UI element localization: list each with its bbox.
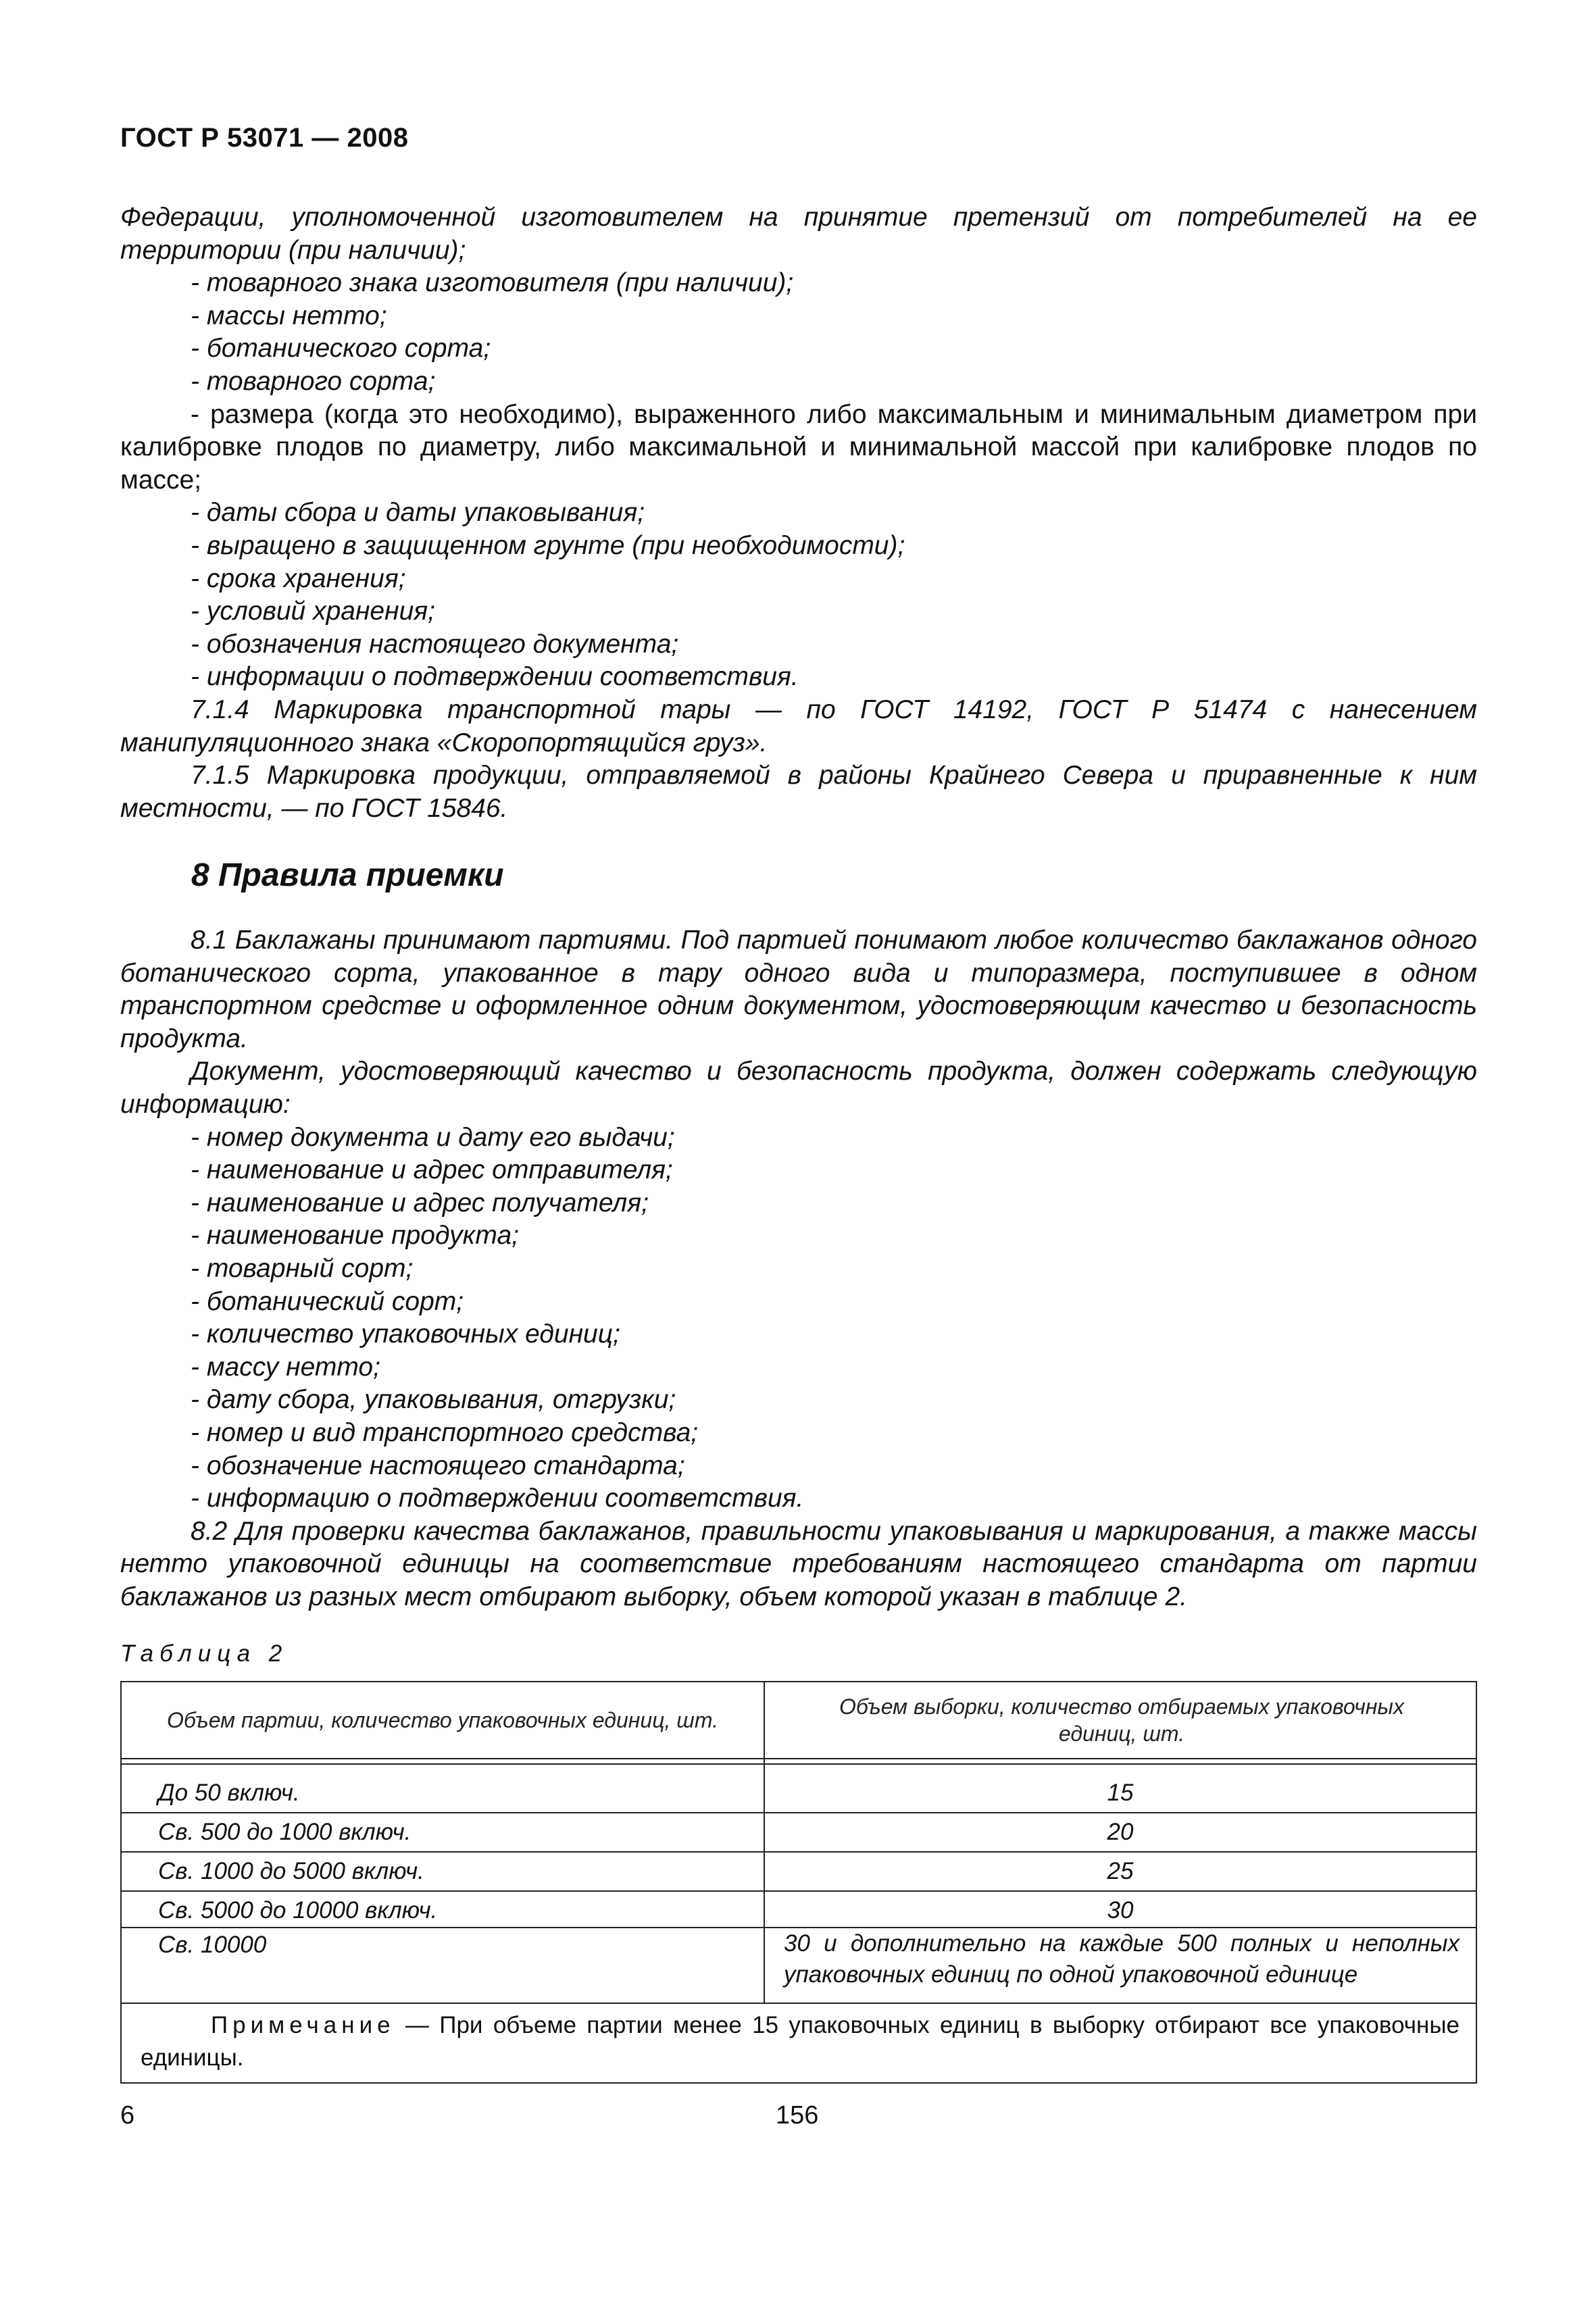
list-item: - товарного сорта;	[191, 366, 436, 396]
list-item: - срока хранения;	[191, 563, 406, 593]
paragraph: Документ, удостоверяющий качество и безопасность продукта, должен содержать следующую информацию:	[120, 1057, 1477, 1119]
table-cell-lot: Св. 10000	[158, 1932, 267, 1958]
list-item: - обозначение настоящего стандарта;	[191, 1451, 685, 1480]
list-item: - наименование и адрес получателя;	[191, 1188, 649, 1217]
list-item: - наименование и адрес отправителя;	[191, 1155, 673, 1185]
list-item: - наименование продукта;	[191, 1221, 519, 1251]
table-cell-lot: Св. 5000 до 10000 включ.	[158, 1897, 438, 1923]
list-item: - условий хранения;	[191, 597, 435, 626]
list-item: - массы нетто;	[191, 301, 387, 330]
note-label: Примечание	[211, 2012, 395, 2038]
list-item: - выращено в защищенном грунте (при необходимости);	[191, 530, 905, 560]
table-cell-sample: 20	[1107, 1819, 1134, 1845]
table-note	[141, 2009, 1460, 2074]
page-number-center: 156	[776, 2101, 819, 2130]
section7-continuation	[120, 201, 1477, 825]
list-item: - информацию о подтверждении соответствия.	[191, 1484, 804, 1513]
list-item: - номер документа и дату его выдачи;	[191, 1122, 675, 1152]
table-cell-lot: Св. 500 до 1000 включ.	[158, 1819, 412, 1845]
table-note-rule	[122, 2003, 1476, 2004]
list-item: - номер и вид транспортного средства;	[191, 1417, 699, 1447]
paragraph-8-2: 8.2 Для проверки качества баклажанов, правильности упаковывания и маркирования, а также массы нетто упаковочной единицы на соответствие требованиям настоящего стандарта от партии баклажанов из разных мест отбирают выборку, объем которой указан в таблице 2.	[120, 1516, 1477, 1611]
table-header-lot-size: Объем партии, количество упаковочных единиц, шт.	[166, 1708, 719, 1732]
list-item: - дату сбора, упаковывания, отгрузки;	[191, 1385, 676, 1415]
list-item: - товарный сорт;	[191, 1253, 414, 1283]
list-item: - обозначения настоящего документа;	[191, 629, 679, 659]
table-cell-lot: Св. 1000 до 5000 включ.	[158, 1858, 424, 1884]
table-cell-sample: 25	[1107, 1858, 1134, 1884]
list-item: - количество упаковочных единиц;	[191, 1319, 620, 1349]
section-heading: 8 Правила приемки	[191, 857, 504, 893]
list-item: - товарного знака изготовителя (при наличии);	[191, 268, 794, 298]
sample-size-table	[120, 1681, 1477, 2084]
list-item: - массу нетто;	[191, 1352, 380, 1382]
table-header-rule	[122, 1763, 1476, 1765]
list-item: - размера (когда это необходимо), выраженного либо максимальным и минимальным диаметром при калибровке плодов по диаметру, либо максимальной и минимальной массой при калибровке плодов по массе;	[120, 399, 1477, 495]
table-cell-sample: 30 и дополнительно на каждые 500 полных и неполных упаковочных единиц по одной упаковочной единице	[784, 1930, 1460, 1988]
paragraph-7-1-5: 7.1.5 Маркировка продукции, отправляемой в районы Крайнего Севера и приравненные к ним местности, — по ГОСТ 15846.	[120, 761, 1477, 823]
paragraph: Федерации, уполномоченной изготовителем на принятие претензий от потребителей на ее территории (при наличии);	[120, 203, 1477, 265]
table-header-sample-size: Объем выборки, количество отбираемых упаковочных единиц, шт.	[839, 1694, 1404, 1746]
paragraph-7-1-4: 7.1.4 Маркировка транспортной тары — по ГОСТ 14192, ГОСТ Р 51474 с нанесением манипуляционного знака «Скоропортящийся груз».	[120, 695, 1477, 757]
table-header-rule	[122, 1758, 1476, 1759]
list-item: - даты сбора и даты упаковывания;	[191, 498, 645, 528]
paragraph-8-1: 8.1 Баклажаны принимают партиями. Под партией понимают любое количество баклажанов одного ботанического сорта, упакованное в тару одного вида и типоразмера, поступившее в одном транспортном средстве и оформленное одним документом, удостоверяющим качество и безопасность продукта.	[120, 926, 1477, 1053]
page-number: 6	[120, 2101, 135, 2130]
table-cell-lot: До 50 включ.	[158, 1780, 300, 1806]
table-cell-sample: 30	[1107, 1897, 1134, 1923]
section8-body	[120, 924, 1477, 1613]
table-cell-sample: 15	[1107, 1780, 1134, 1806]
list-item: - ботанический сорт;	[191, 1286, 464, 1316]
list-item: - информации о подтверждении соответствия.	[191, 662, 799, 692]
note-text: — При объеме партии менее 15 упаковочных единиц в выборку отбирают все упаковочные единицы.	[141, 2012, 1460, 2071]
table-caption: Таблица 2	[120, 1640, 289, 1667]
list-item: - ботанического сорта;	[191, 334, 491, 363]
document-header: ГОСТ Р 53071 — 2008	[120, 123, 409, 153]
